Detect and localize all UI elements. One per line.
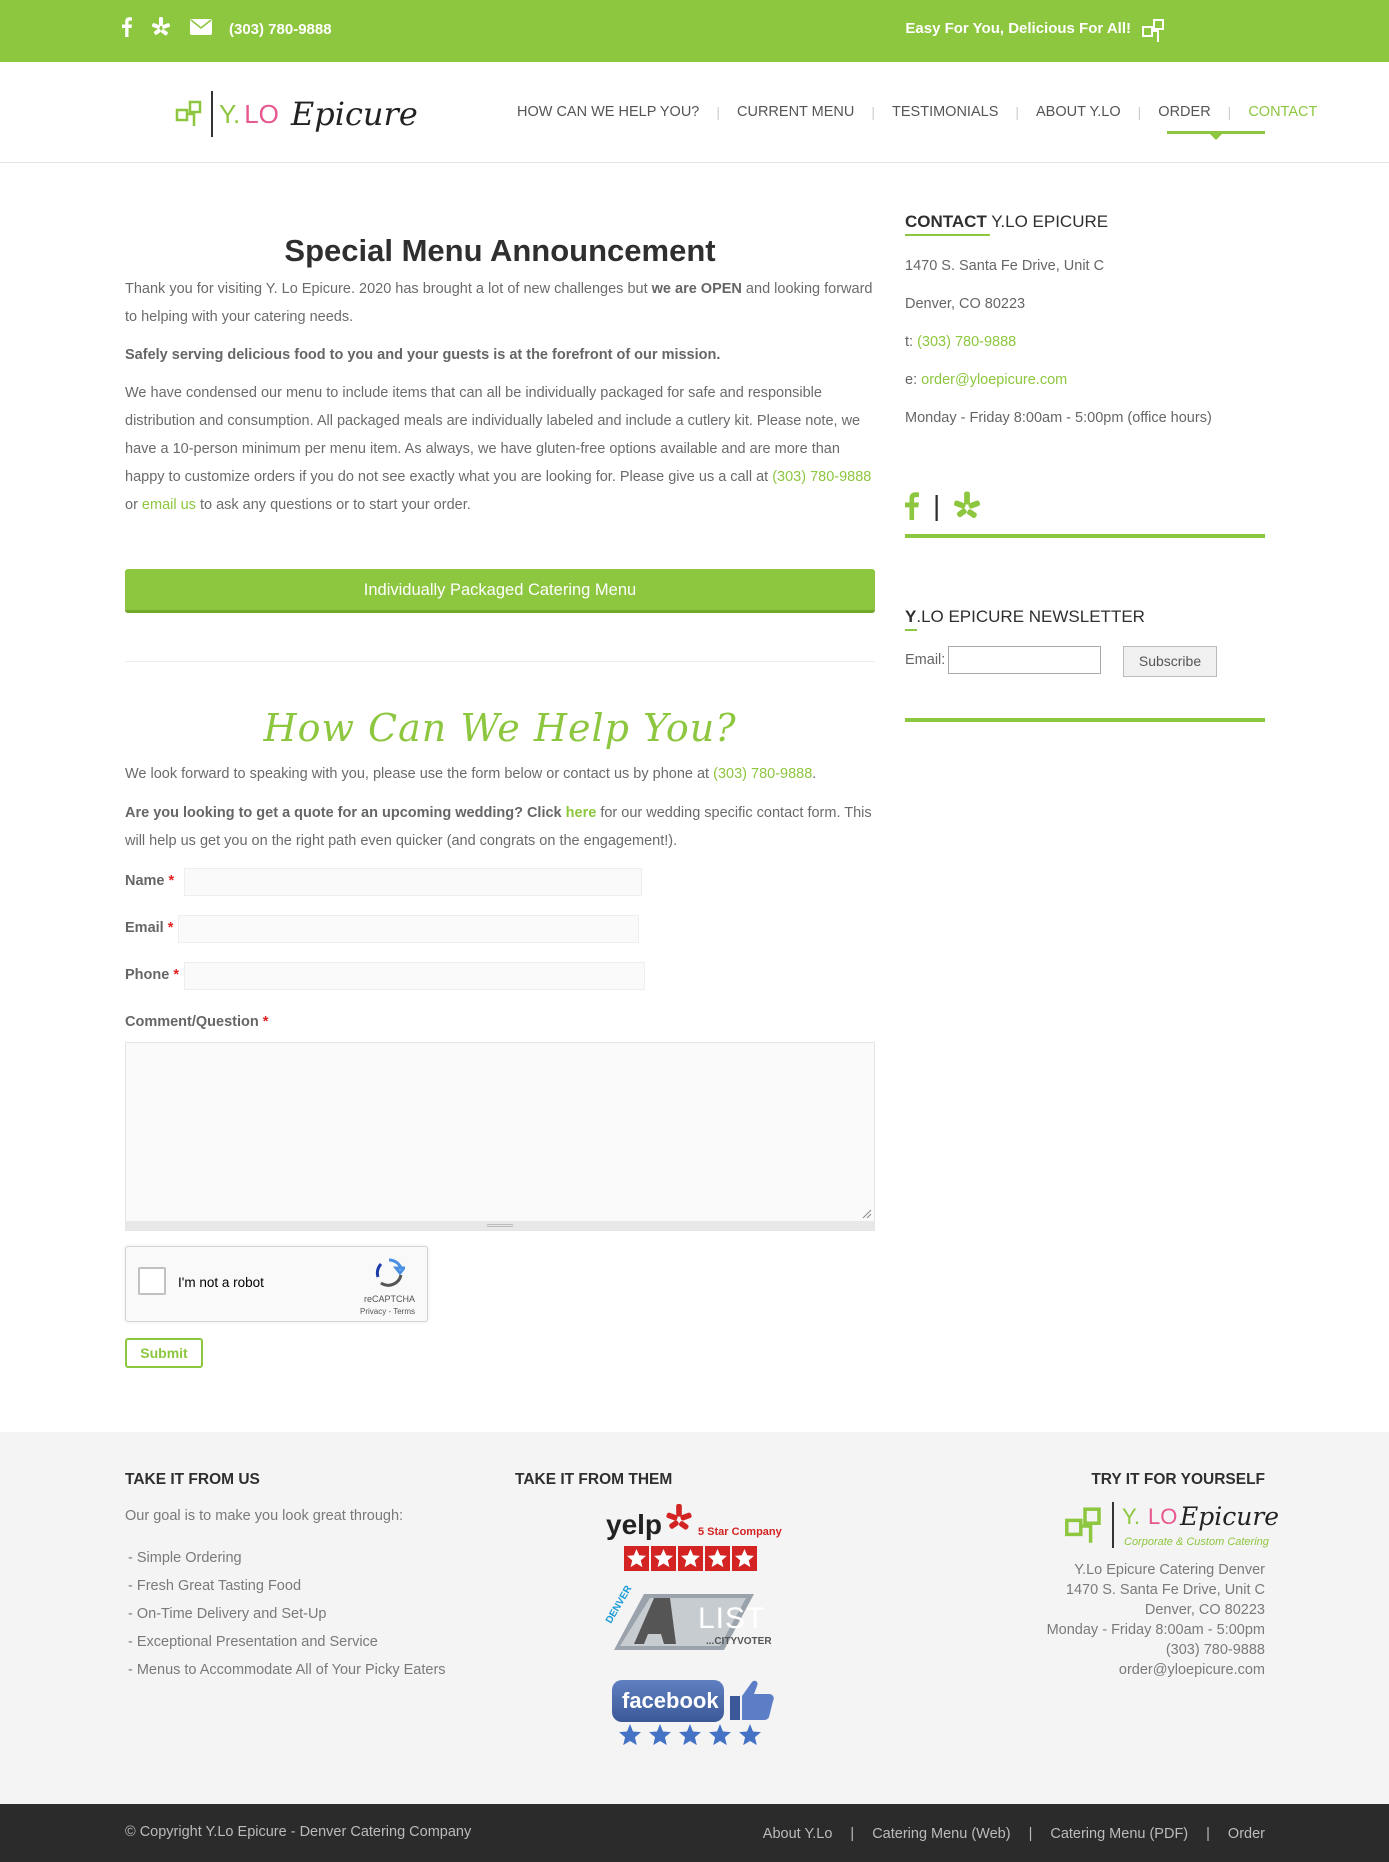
comment-label-text: Comment/Question [125, 1014, 259, 1030]
sidebar-address2: Denver, CO 80223 [905, 296, 1026, 312]
contact-heading-rest: Y.LO EPICURE [986, 212, 1109, 231]
footer-col1-intro: Our goal is to make you look great through: [125, 1508, 404, 1524]
footer-contact-line: 1470 S. Santa Fe Drive, Unit C [1065, 1582, 1265, 1598]
phone-prefix: t: [905, 334, 918, 350]
logo-y: Y. [219, 98, 241, 129]
wedding-paragraph [125, 799, 875, 855]
nav-separator: | [1227, 104, 1232, 120]
mission-paragraph [125, 341, 875, 369]
star-icon [708, 1724, 732, 1746]
thumbs-up-icon [728, 1678, 776, 1722]
alist-city: DENVER [604, 1583, 635, 1626]
envelope-icon[interactable] [190, 19, 212, 35]
main-nav [500, 104, 1334, 120]
footer-col1-title: TAKE IT FROM US [125, 1471, 260, 1488]
star-icon [732, 1546, 757, 1571]
page-title: Special Menu Announcement [284, 233, 716, 268]
sidebar-social [905, 490, 980, 522]
name-input[interactable] [184, 868, 642, 896]
nav-separator: | [1015, 104, 1020, 120]
bottom-link-separator: | [1028, 1826, 1033, 1842]
footer-logo-sub: Corporate & Custom Catering [1124, 1536, 1269, 1548]
bottom-link-separator: | [1206, 1826, 1210, 1842]
phone-label [125, 967, 179, 983]
name-label [125, 873, 174, 889]
ylo-mark-icon [1064, 1504, 1106, 1548]
newsletter-email-label: Email: [905, 652, 946, 668]
footer-contact-line: Y.Lo Epicure Catering Denver [1074, 1562, 1265, 1578]
help-text-end: . [812, 766, 817, 782]
phone-label-text: Phone [125, 967, 170, 983]
bottom-bar [0, 1804, 1389, 1862]
star-icon [648, 1724, 672, 1746]
grip-handle[interactable] [487, 1224, 513, 1227]
contact-heading-underline [905, 234, 990, 236]
comment-textarea[interactable] [125, 1042, 875, 1231]
newsletter-heading-underline [905, 629, 917, 631]
facebook-icon[interactable] [905, 491, 919, 521]
sidebar-phone-link[interactable]: (303) 780-9888 [917, 334, 1017, 350]
nav-separator: | [716, 104, 721, 120]
star-icon [738, 1724, 762, 1746]
list-item: - Fresh Great Tasting Food [128, 1578, 302, 1594]
top-bar [0, 0, 1389, 62]
newsletter-email-input[interactable] [948, 646, 1101, 674]
star-icon [651, 1546, 676, 1571]
recaptcha-checkbox[interactable] [138, 1267, 166, 1295]
yelp-wordmark: yelp [606, 1509, 663, 1540]
resize-handle-icon[interactable] [862, 1209, 872, 1219]
nav-item-contact[interactable]: CONTACT [1248, 104, 1318, 120]
menu-text-or: or [125, 497, 142, 513]
nav-active-caret [1210, 134, 1222, 140]
footer-logo-epicure: Epicure [1180, 1502, 1280, 1531]
list-item: - On-Time Delivery and Set-Up [128, 1606, 327, 1622]
yelp-icon[interactable] [152, 17, 170, 37]
recaptcha-brand: reCAPTCHA [363, 1294, 415, 1304]
facebook-icon[interactable] [122, 17, 132, 37]
nav-item-help[interactable]: HOW CAN WE HELP YOU? [517, 104, 700, 120]
footer-col2-title: TAKE IT FROM THEM [515, 1471, 673, 1488]
tagline: Easy For You, Delicious For All! [905, 20, 1131, 37]
yelp-badge[interactable] [606, 1504, 786, 1576]
wedding-here-link[interactable]: here [565, 805, 597, 821]
footer-logo-y: Y. [1122, 1504, 1140, 1529]
yelp-tagline: 5 Star Company [698, 1526, 782, 1538]
required-marker: * [173, 967, 179, 983]
footer-benefits-list [128, 1544, 446, 1684]
footer-contact-line: Denver, CO 80223 [1144, 1602, 1265, 1618]
phone-input[interactable] [184, 962, 645, 990]
intro-text: Thank you for visiting Y. Lo Epicure. 2020 has brought a lot of new challenges but [125, 281, 652, 297]
bottom-link-separator: | [850, 1826, 855, 1842]
recaptcha-widget [125, 1246, 428, 1322]
star-icon [618, 1724, 642, 1746]
list-item: - Menus to Accommodate All of Your Picky Eaters [128, 1662, 446, 1678]
menu-paragraph [125, 379, 875, 519]
top-social-links [122, 17, 212, 37]
nav-item-order[interactable]: ORDER [1158, 104, 1211, 120]
logo-epicure: Epicure [290, 95, 418, 133]
yelp-burst-icon [666, 1504, 692, 1532]
sidebar-hours: Monday - Friday 8:00am - 5:00pm (office hours) [905, 410, 1212, 426]
facebook-wordmark: facebook [622, 1688, 719, 1713]
footer-contact-line: Monday - Friday 8:00am - 5:00pm [1046, 1622, 1265, 1638]
star-icon [705, 1546, 730, 1571]
intro-paragraph [125, 275, 875, 331]
footer-email[interactable]: order@yloepicure.com [1118, 1662, 1265, 1678]
required-marker: * [167, 920, 174, 936]
bottom-links [763, 1826, 1265, 1842]
site-logo[interactable] [175, 90, 418, 138]
footer-logo-divider [1112, 1502, 1114, 1548]
footer-col3-title: TRY IT FOR YOURSELF [1091, 1471, 1265, 1488]
newsletter-heading-bold: Y [905, 607, 917, 626]
email-prefix: e: [905, 372, 922, 388]
bottom-link-about[interactable]: About Y.Lo [762, 1826, 833, 1842]
nav-separator: | [1137, 104, 1142, 120]
recaptcha-links[interactable]: Privacy - Terms [360, 1307, 415, 1316]
ylo-mark-icon [1141, 18, 1167, 44]
wedding-question: Are you looking to get a quote for an upcoming wedding? Click [125, 805, 566, 821]
list-item: - Exceptional Presentation and Service [128, 1634, 378, 1650]
intro-bold: we are OPEN [651, 281, 742, 297]
star-icon [624, 1546, 649, 1571]
help-phone-link[interactable]: (303) 780-9888 [713, 766, 813, 782]
alist-badge[interactable] [604, 1583, 784, 1654]
sidebar-rule [905, 534, 1265, 538]
recaptcha-logo-icon [373, 1257, 405, 1289]
footer-logo-lo: LO [1148, 1504, 1178, 1529]
subscribe-button[interactable]: Subscribe [1123, 646, 1217, 677]
alist-word: LIST [698, 1602, 766, 1635]
sidebar-email-link[interactable]: order@yloepicure.com [921, 372, 1068, 388]
top-phone-link[interactable]: (303) 780-9888 [229, 21, 332, 38]
yelp-icon[interactable] [954, 491, 980, 521]
nav-item-about[interactable]: ABOUT Y.LO [1036, 104, 1121, 120]
sidebar-email [905, 372, 1067, 388]
required-marker: * [262, 1014, 269, 1030]
name-label-text: Name [125, 873, 165, 889]
email-input[interactable] [178, 915, 639, 943]
email-label [125, 920, 173, 936]
footer-logo[interactable] [1064, 1502, 1280, 1552]
nav-item-testimonials[interactable]: TESTIMONIALS [892, 104, 999, 120]
sidebar-contact-heading [905, 212, 1108, 232]
wedding-text: for our wedding specific contact form. This will help us get you on the right path even quicker (and congrats on the engagement!). [125, 805, 872, 849]
newsletter-heading-rest: .LO EPICURE NEWSLETTER [916, 607, 1145, 626]
newsletter-heading [905, 607, 1145, 627]
bottom-link-menu-web[interactable]: Catering Menu (Web) [872, 1826, 1011, 1842]
required-marker: * [168, 873, 175, 889]
sidebar-phone [905, 334, 1016, 350]
submit-button[interactable]: Submit [125, 1338, 203, 1368]
menu-phone-link[interactable]: (303) 780-9888 [772, 469, 872, 485]
social-separator: | [933, 490, 941, 521]
main-content [125, 200, 875, 519]
intro-text-end: and looking forward to helping with your catering needs. [125, 281, 873, 325]
facebook-stars [618, 1724, 762, 1746]
comment-label [125, 1014, 268, 1030]
textarea-grip[interactable] [126, 1221, 874, 1230]
list-item: - Simple Ordering [128, 1550, 242, 1566]
menu-text: We have condensed our menu to include items that can all be individually packaged for safe and responsible distribution and consumption. All packaged meals are individually labeled and include a cutlery kit. Please note, we have a 10-person minimum per menu item. As always, we have gluten-free options available and are more than happy to customize orders if you do not see exactly what you are looking for. Please give us a call at [125, 385, 861, 485]
help-title: How Can We Help You? [263, 706, 737, 750]
sidebar-address1: 1470 S. Santa Fe Drive, Unit C [905, 258, 1105, 274]
alist-voter: ...CITYVOTER [706, 1636, 772, 1647]
contact-heading-bold: CONTACT [905, 212, 987, 231]
ylo-mark-icon [175, 99, 205, 129]
email-label-text: Email [125, 920, 164, 936]
logo-lo: LO [244, 98, 279, 129]
mission-text: Safely serving delicious food to you and your guests is at the forefront of our mission. [125, 347, 721, 363]
star-icon [678, 1546, 703, 1571]
nav-item-menu[interactable]: CURRENT MENU [737, 104, 855, 120]
bottom-link-menu-pdf[interactable]: Catering Menu (PDF) [1050, 1826, 1189, 1842]
footer-phone[interactable]: (303) 780-9888 [1165, 1642, 1265, 1658]
bottom-link-order[interactable]: Order [1227, 1826, 1265, 1842]
star-icon [678, 1724, 702, 1746]
nav-separator: | [871, 104, 876, 120]
footer-contact-block [1047, 1560, 1265, 1680]
catering-menu-button[interactable]: Individually Packaged Catering Menu [125, 569, 875, 613]
yelp-stars [624, 1546, 757, 1571]
email-us-link[interactable]: email us [141, 497, 196, 513]
sidebar-rule [905, 718, 1265, 722]
copyright: © Copyright Y.Lo Epicure - Denver Catering Company [125, 1824, 472, 1840]
help-paragraph [125, 760, 816, 788]
facebook-badge[interactable] [612, 1678, 782, 1748]
logo-divider [211, 91, 213, 137]
recaptcha-label: I'm not a robot [178, 1275, 264, 1290]
section-divider [125, 661, 875, 662]
help-text: We look forward to speaking with you, please use the form below or contact us by phone at [125, 766, 714, 782]
menu-text-end: to ask any questions or to start your order. [195, 497, 471, 513]
